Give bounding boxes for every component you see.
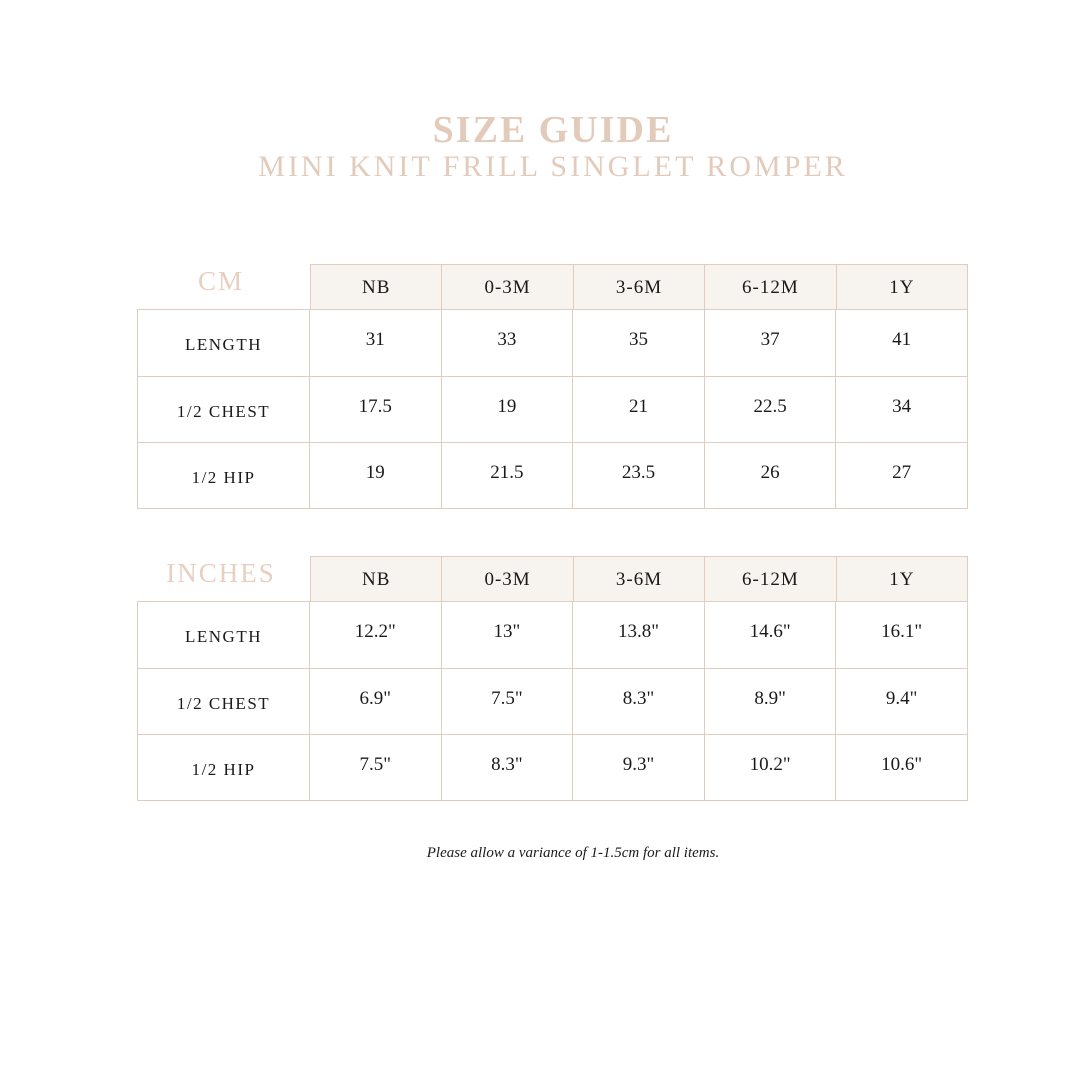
cm-section-label: CM <box>197 266 245 296</box>
column-header: NB <box>310 556 441 602</box>
table-cell: 35 <box>572 310 704 376</box>
table-cell: 14.6" <box>704 602 836 668</box>
table-cell: 21.5 <box>441 443 573 508</box>
table-cell: 23.5 <box>572 443 704 508</box>
table-cell: 22.5 <box>704 377 836 442</box>
table-cell: 8.9" <box>704 669 836 734</box>
table-row <box>138 310 967 376</box>
column-header: 6-12M <box>704 264 835 310</box>
column-header: NB <box>310 264 441 310</box>
cm-header-row <box>310 264 968 310</box>
row-label: 1/2 CHEST <box>138 669 310 734</box>
cm-size-table <box>137 264 968 509</box>
table-cell: 19 <box>365 461 385 483</box>
page-subtitle: MINI KNIT FRILL SINGLET ROMPER <box>258 150 848 183</box>
table-cell: 8.3" <box>572 669 704 734</box>
inches-table-body <box>137 601 968 801</box>
column-header: 6-12M <box>704 556 835 602</box>
table-cell: 21 <box>572 377 704 442</box>
table-cell: 12.2" <box>354 621 396 642</box>
row-label: LENGTH <box>138 602 310 668</box>
table-cell: 27 <box>835 443 967 508</box>
table-cell: 10.6" <box>835 735 967 800</box>
column-header: 0-3M <box>441 264 572 310</box>
table-cell: 37 <box>704 310 836 376</box>
row-label: 1/2 HIP <box>138 735 310 800</box>
table-cell: 41 <box>835 310 967 376</box>
column-header: 3-6M <box>573 556 704 602</box>
column-header: 1Y <box>836 556 968 602</box>
table-cell: 8.3" <box>441 735 573 800</box>
row-label: LENGTH <box>138 310 310 376</box>
column-header: 0-3M <box>441 556 572 602</box>
table-row <box>138 602 967 668</box>
table-cell: 7.5" <box>441 669 573 734</box>
table-cell: 17.5 <box>358 395 392 417</box>
inches-header-row <box>310 556 968 602</box>
variance-note: Please allow a variance of 1-1.5cm for all items. <box>426 845 720 861</box>
row-label: 1/2 HIP <box>138 443 310 508</box>
table-cell: 7.5" <box>359 753 392 775</box>
table-cell: 33 <box>441 310 573 376</box>
page-title: SIZE GUIDE <box>432 109 674 151</box>
cm-table-body <box>137 309 968 509</box>
table-cell: 6.9" <box>359 687 392 709</box>
column-header: 1Y <box>836 264 968 310</box>
row-label: 1/2 CHEST <box>138 377 310 442</box>
table-cell: 9.3" <box>572 735 704 800</box>
table-row <box>138 376 967 442</box>
table-cell: 10.2" <box>704 735 836 800</box>
inches-size-table <box>137 556 968 801</box>
column-header: 3-6M <box>573 264 704 310</box>
table-cell: 9.4" <box>835 669 967 734</box>
table-cell: 26 <box>704 443 836 508</box>
table-cell: 16.1" <box>835 602 967 668</box>
table-cell: 34 <box>835 377 967 442</box>
table-cell: 13" <box>441 602 573 668</box>
inches-section-label: INCHES <box>166 558 276 588</box>
table-cell: 19 <box>441 377 573 442</box>
table-cell: 31 <box>365 329 385 350</box>
table-row <box>138 442 967 508</box>
table-cell: 13.8" <box>572 602 704 668</box>
table-row <box>138 734 967 800</box>
table-row <box>138 668 967 734</box>
